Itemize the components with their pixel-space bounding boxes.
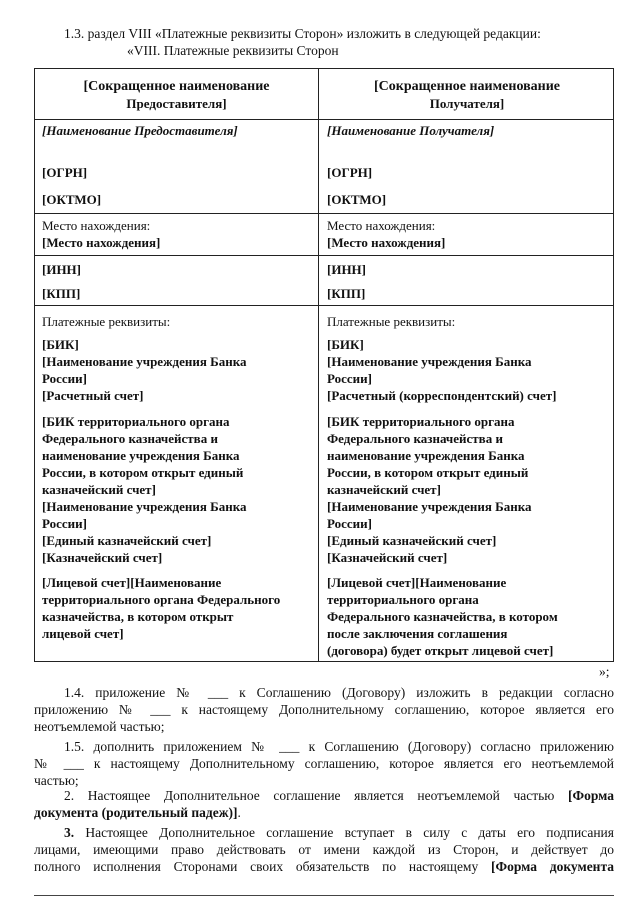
provider-treasury-line: России, в котором открыт единый [42, 465, 244, 480]
row-divider [35, 213, 613, 214]
provider-personal-account: казначейства, в котором открыт [42, 609, 234, 624]
recipient-bik: [БИК] [327, 337, 364, 352]
paragraph-text: полного исполнения Сторонами своих обязательств по настоящему [34, 859, 491, 874]
recipient-kpp: [КПП] [327, 286, 366, 301]
paragraph-text: 2. Настоящее Дополнительное соглашение является неотъемлемой частью [64, 788, 568, 803]
provider-treasury-line: наименование учреждения Банка [42, 448, 240, 463]
provider-bank-name: [Наименование учреждения Банка [42, 354, 247, 369]
provider-ogrn: [ОГРН] [42, 165, 88, 180]
row-divider [35, 255, 613, 256]
provider-pay-label: Платежные реквизиты: [42, 314, 171, 329]
paragraph-line: лицами, имеющими право действовать от имени каждой из Сторон, и действует до [34, 842, 614, 857]
provider-account: [Расчетный счет] [42, 388, 144, 403]
provider-treasury-line: Федерального казначейства и [42, 431, 218, 446]
recipient-personal-account: территориального органа [327, 592, 479, 607]
header-recipient-line2: Получателя] [429, 96, 505, 111]
recipient-account: [Расчетный (корреспондентский) счет] [327, 388, 557, 403]
provider-treasury-line: России] [42, 516, 87, 531]
paragraph-line: № ___ к настоящему Дополнительному соглашению, которое является его неотъемлемой [34, 756, 614, 771]
provider-personal-account: территориального органа Федерального [42, 592, 281, 607]
recipient-treasury-line: России] [327, 516, 372, 531]
paragraph-2 [34, 787, 614, 821]
paragraph-text: Настоящее Дополнительное соглашение вступает в силу с даты его подписания [74, 825, 614, 840]
section-intro-line: 1.3. раздел VIII «Платежные реквизиты Сторон» изложить в следующей редакции: [64, 26, 541, 41]
paragraph-bold-text: [Форма [568, 788, 614, 803]
row-divider [35, 119, 613, 120]
paragraph-bold-text: документа (родительный падеж)] [34, 805, 238, 820]
provider-treasury-line: [БИК территориального органа [42, 414, 230, 429]
recipient-treasury-line: России, в котором открыт единый [327, 465, 529, 480]
recipient-personal-account: Федерального казначейства, в котором [327, 609, 558, 624]
recipient-bank-name-cont: России] [327, 371, 372, 386]
header-provider-line2: Предоставителя] [126, 96, 227, 111]
provider-location-value: [Место нахождения] [42, 235, 161, 250]
recipient-location-label: Место нахождения: [327, 218, 436, 233]
paragraph-line: 1.4. приложение № ___ к Соглашению (Договору) изложить в редакции согласно [64, 685, 614, 700]
header-provider [35, 78, 318, 112]
recipient-treasury-line: [Казначейский счет] [327, 550, 448, 565]
paragraph-line [34, 787, 614, 804]
recipient-oktmo: [ОКТМО] [327, 192, 387, 207]
paragraph-line: приложению № ___ к настоящему Дополнительному соглашению, которое является его [34, 702, 614, 717]
paragraph-line [34, 824, 614, 841]
header-recipient-line1: [Сокращенное наименование [373, 79, 560, 94]
header-provider-line1: [Сокращенное наименование [83, 79, 270, 94]
provider-treasury-line: [Казначейский счет] [42, 550, 163, 565]
recipient-location-value: [Место нахождения] [327, 235, 446, 250]
recipient-personal-account: [Лицевой счет][Наименование [327, 575, 507, 590]
provider-location-label: Место нахождения: [42, 218, 151, 233]
paragraph-line: частью; [34, 773, 79, 788]
recipient-name: [Наименование Получателя] [327, 123, 495, 138]
paragraph-line [34, 858, 614, 875]
paragraph-line: 1.5. дополнить приложением № ___ к Соглашению (Договору) согласно приложению [64, 739, 614, 754]
provider-kpp: [КПП] [42, 286, 81, 301]
recipient-treasury-line: Федерального казначейства и [327, 431, 503, 446]
row-divider [35, 305, 613, 306]
closing-quote: »; [599, 664, 610, 679]
provider-personal-account: [Лицевой счет][Наименование [42, 575, 222, 590]
header-recipient [319, 78, 615, 112]
provider-inn: [ИНН] [42, 262, 81, 277]
recipient-bank-name: [Наименование учреждения Банка [327, 354, 532, 369]
column-divider [318, 69, 319, 661]
recipient-treasury-line: [БИК территориального органа [327, 414, 515, 429]
paragraph-1-5 [34, 738, 614, 789]
recipient-treasury-line: [Наименование учреждения Банка [327, 499, 532, 514]
provider-bank-name-cont: России] [42, 371, 87, 386]
recipient-inn: [ИНН] [327, 262, 366, 277]
recipient-treasury-line: казначейский счет] [327, 482, 441, 497]
recipient-treasury-line: [Единый казначейский счет] [327, 533, 497, 548]
provider-personal-account: лицевой счет] [42, 626, 124, 641]
paragraph-bold-text: [Форма документа [491, 859, 615, 874]
provider-treasury-line: казначейский счет] [42, 482, 156, 497]
page-bottom-rule [34, 895, 614, 896]
provider-oktmo: [ОКТМО] [42, 192, 102, 207]
recipient-treasury-line: наименование учреждения Банка [327, 448, 525, 463]
paragraph-3 [34, 824, 614, 875]
requisites-table [34, 68, 614, 662]
recipient-ogrn: [ОГРН] [327, 165, 373, 180]
provider-name: [Наименование Предоставителя] [42, 123, 238, 138]
recipient-personal-account: после заключения соглашения [327, 626, 508, 641]
provider-treasury-line: [Единый казначейский счет] [42, 533, 212, 548]
provider-bik: [БИК] [42, 337, 79, 352]
paragraph-1-4 [34, 684, 614, 735]
paragraph-number: 3. [64, 825, 75, 840]
section-title-line: «VIII. Платежные реквизиты Сторон [127, 43, 339, 58]
provider-treasury-line: [Наименование учреждения Банка [42, 499, 247, 514]
recipient-personal-account: (договора) будет открыт лицевой счет] [327, 643, 554, 658]
paragraph-line [34, 804, 614, 821]
paragraph-line: неотъемлемой частью; [34, 719, 165, 734]
recipient-pay-label: Платежные реквизиты: [327, 314, 456, 329]
paragraph-text: . [237, 805, 241, 820]
